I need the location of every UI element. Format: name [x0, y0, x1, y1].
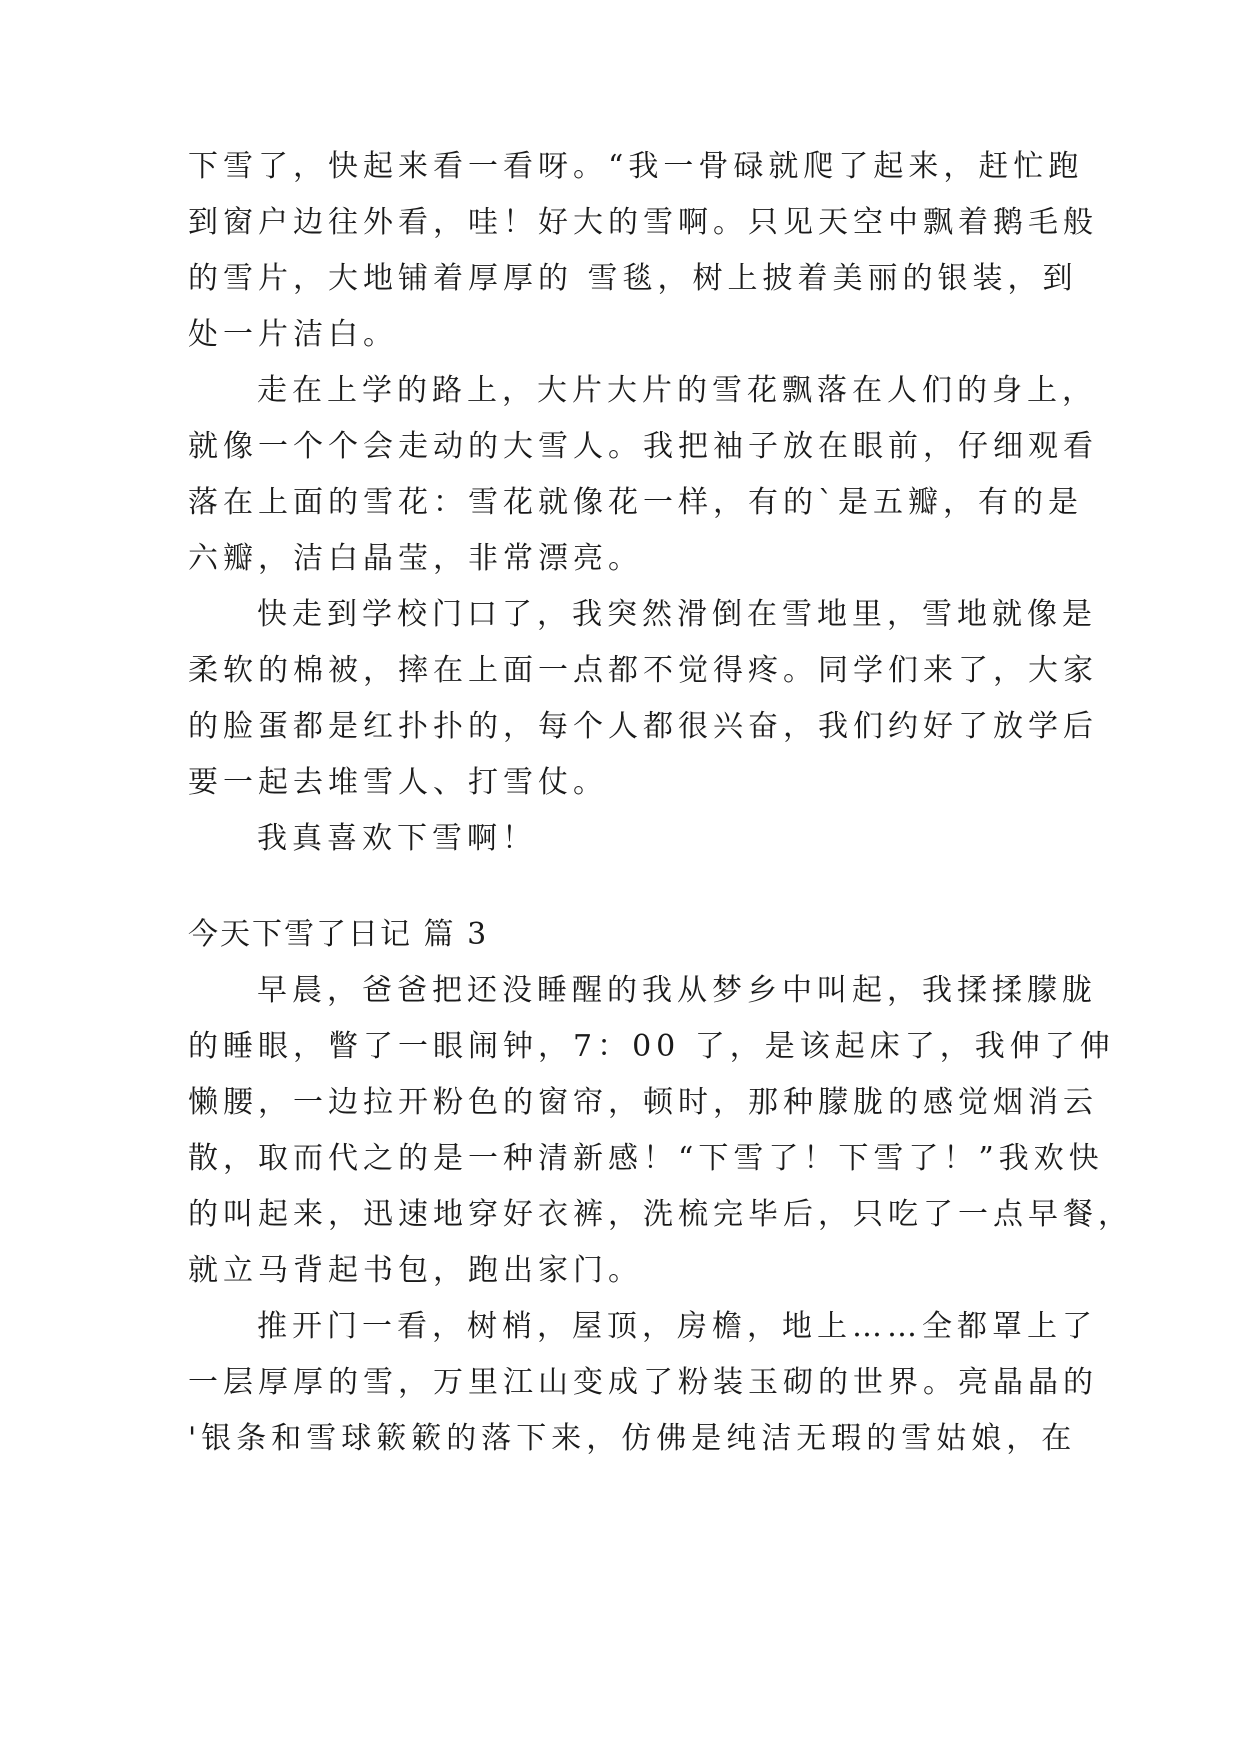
- text-line: 推开门一看，树梢，屋顶，房檐，地上……全都罩上了: [257, 1309, 1097, 1344]
- text-line: 我真喜欢下雪啊！: [257, 821, 537, 856]
- text-line: 柔软的棉被，摔在上面一点都不觉得疼。同学们来了，大家: [188, 653, 1098, 688]
- text-line: 落在上面的雪花：雪花就像花一样，有的`是五瓣，有的是: [188, 485, 1083, 520]
- text-line: 散，取而代之的是一种清新感！“下雪了！下雪了！”我欢快: [188, 1141, 1104, 1176]
- section-heading: 今天下雪了日记 篇 3: [188, 917, 489, 952]
- text-line: 六瓣，洁白晶莹，非常漂亮。: [188, 541, 643, 576]
- text-line: 下雪了，快起来看一看呀。“我一骨碌就爬了起来，赶忙跑: [188, 149, 1084, 184]
- text-line: 就立马背起书包，跑出家门。: [188, 1253, 643, 1288]
- text-line: 到窗户边往外看，哇！好大的雪啊。只见天空中飘着鹅毛般: [188, 205, 1098, 240]
- text-line: 快走到学校门口了，我突然滑倒在雪地里，雪地就像是: [257, 597, 1097, 632]
- text-line: 早晨，爸爸把还没睡醒的我从梦乡中叫起，我揉揉朦胧: [257, 973, 1097, 1008]
- text-line: 就像一个个会走动的大雪人。我把袖子放在眼前，仔细观看: [188, 429, 1098, 464]
- text-line: 一层厚厚的雪，万里江山变成了粉装玉砌的世界。亮晶晶的: [188, 1365, 1098, 1400]
- text-line: 懒腰，一边拉开粉色的窗帘，顿时，那种朦胧的感觉烟消云: [188, 1085, 1098, 1120]
- text-line: 的叫起来，迅速地穿好衣裤，洗梳完毕后，只吃了一点早餐，: [188, 1197, 1133, 1232]
- text-line: 的脸蛋都是红扑扑的，每个人都很兴奋，我们约好了放学后: [188, 709, 1098, 744]
- text-line: 处一片洁白。: [188, 317, 398, 352]
- text-line: 走在上学的路上，大片大片的雪花飘落在人们的身上，: [257, 373, 1097, 408]
- text-line: 的睡眼，瞥了一眼闹钟，7：00 了，是该起床了，我伸了伸: [188, 1029, 1115, 1064]
- text-line: '银条和雪球簌簌的落下来，仿佛是纯洁无瑕的雪姑娘，在: [188, 1421, 1077, 1456]
- text-line: 要一起去堆雪人、打雪仗。: [188, 765, 608, 800]
- text-line: 的雪片，大地铺着厚厚的 雪毯，树上披着美丽的银装，到: [188, 261, 1078, 296]
